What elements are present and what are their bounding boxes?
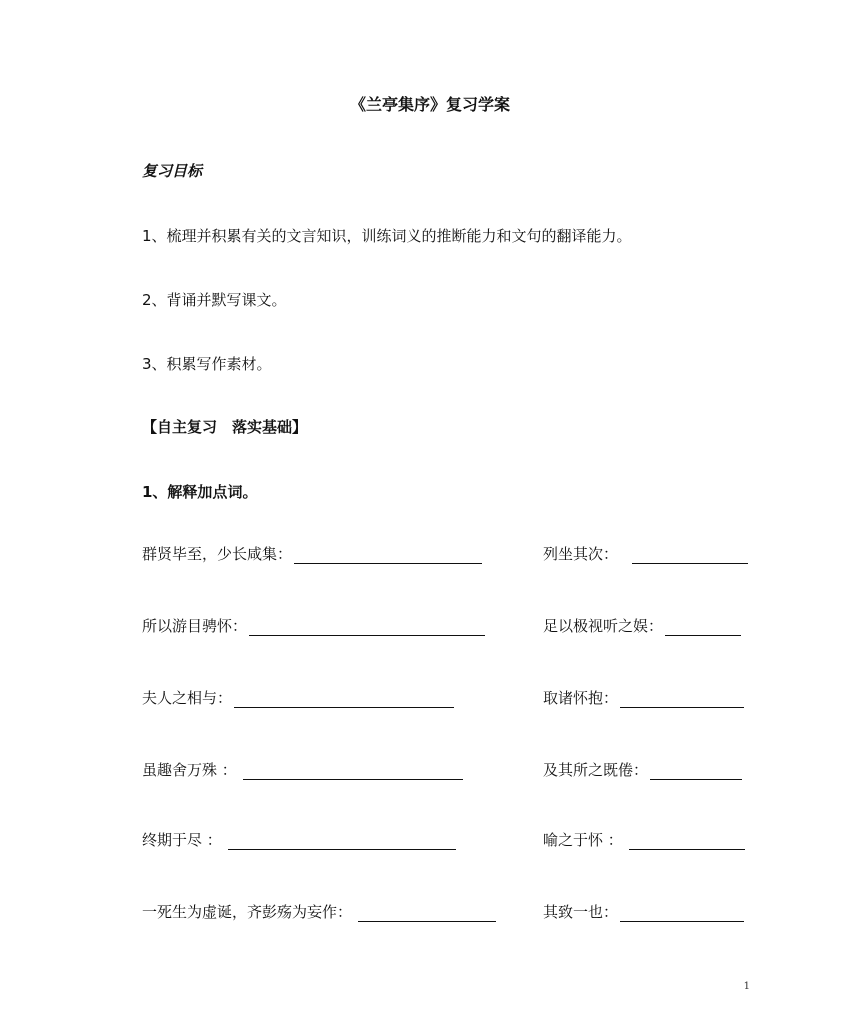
vocab-label: 其致一也： [543,903,619,921]
vocab-label: 终期于尽 ： [142,831,222,849]
page-number: 1 [743,981,750,992]
vocab-label: 取诸怀抱： [543,689,619,707]
vocab-label: 虽趣舍万殊 ： [142,761,237,779]
answer-blank[interactable] [228,833,456,850]
vocab-label: 一死生为虚诞，齐彭殇为妄作： [142,903,353,921]
vocab-item-left-6 [142,902,496,922]
vocab-item-left-5 [142,830,456,850]
vocab-item-left-1 [142,544,482,564]
answer-blank[interactable] [665,619,741,636]
vocab-label: 列坐其次： [543,545,619,563]
page-title: 《兰亭集序》复习学案 [349,95,510,114]
goals-heading: 复习目标 [142,162,203,180]
vocab-item-right-6 [543,902,744,922]
answer-blank[interactable] [358,905,496,922]
vocab-item-right-2 [543,616,741,636]
vocab-item-right-4 [543,760,742,780]
vocab-item-left-3 [142,688,454,708]
vocab-label: 及其所之既倦： [543,761,649,779]
goal-item-2: 2、背诵并默写课文。 [142,291,287,309]
vocab-item-left-4 [142,760,463,780]
section-heading: 【自主复习 落实基础】 [142,418,308,436]
answer-blank[interactable] [629,833,745,850]
answer-blank[interactable] [234,691,454,708]
vocab-item-left-2 [142,616,485,636]
answer-blank[interactable] [620,905,744,922]
goal-item-3: 3、积累写作素材。 [142,355,272,373]
answer-blank[interactable] [620,691,744,708]
vocab-label: 足以极视听之娱： [543,617,664,635]
answer-blank[interactable] [632,547,748,564]
answer-blank[interactable] [249,619,485,636]
answer-blank[interactable] [294,547,482,564]
answer-blank[interactable] [650,763,742,780]
vocab-label: 喻之于怀 ： [543,831,623,849]
vocab-item-right-5 [543,830,745,850]
vocab-item-right-1 [543,544,748,564]
answer-blank[interactable] [243,763,463,780]
vocab-label: 群贤毕至，少长咸集： [142,545,293,563]
vocab-label: 所以游目骋怀： [142,617,248,635]
vocab-label: 夫人之相与： [142,689,233,707]
subsection-heading: 1、解释加点词。 [142,483,258,501]
vocab-item-right-3 [543,688,744,708]
goal-item-1: 1、梳理并积累有关的文言知识，训练词义的推断能力和文句的翻译能力。 [142,227,632,245]
